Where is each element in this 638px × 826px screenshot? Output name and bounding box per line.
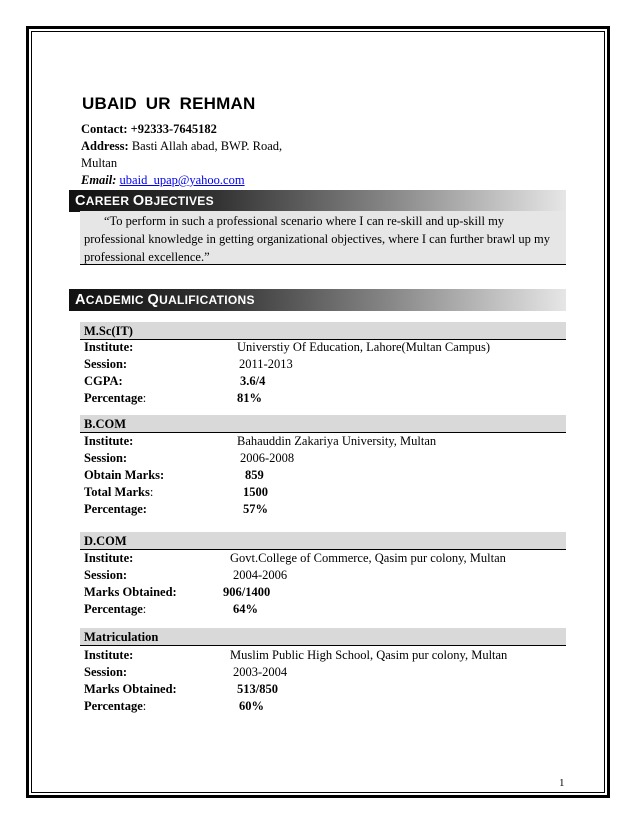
contact-phone: +92333-7645182	[130, 122, 217, 136]
contact-label: Contact:	[81, 122, 128, 136]
qualification-title: B.COM	[80, 415, 566, 433]
candidate-name: UBAID UR REHMAN	[82, 94, 256, 113]
qualification-row: Institute: Universtiy Of Education, Lahore(Multan Campus)	[84, 340, 491, 354]
qualification-row: Percentage: 81%	[84, 391, 262, 405]
career-objectives-text: “To perform in such a professional scenario where I can re-skill and up-skill my professional knowledge in getting organizational objectives, where I can further brawl up my professional excellence.”	[80, 211, 566, 265]
qualification-row: Session: 2006-2008	[84, 451, 295, 465]
qualification-title: D.COM	[80, 532, 566, 550]
qualification-row: Session: 2011-2013	[84, 357, 293, 371]
qualification-title: M.Sc(IT)	[80, 322, 566, 340]
academic-qualifications-heading: ACADEMIC QUALIFICATIONS	[69, 289, 566, 311]
qualification-row: Marks Obtained: 906/1400	[84, 585, 271, 599]
address-label: Address:	[81, 139, 129, 153]
qualification-row: Institute: Muslim Public High School, Qasim pur colony, Multan	[84, 648, 508, 662]
qualification-row: Institute: Bahauddin Zakariya University, Multan	[84, 434, 437, 448]
qualification-row: Total Marks: 1500	[84, 485, 268, 499]
qualification-row: Session: 2003-2004	[84, 665, 288, 679]
page-number: 1	[559, 777, 565, 789]
career-objectives-heading: CAREER OBJECTIVES	[69, 190, 566, 212]
qualification-row: CGPA: 3.6/4	[84, 374, 266, 388]
email-label: Email:	[81, 173, 117, 187]
qualification-row: Percentage: 64%	[84, 602, 258, 616]
qualification-row: Percentage: 60%	[84, 699, 264, 713]
qualification-row: Obtain Marks: 859	[84, 468, 264, 482]
address-line	[81, 138, 311, 172]
qualification-title: Matriculation	[80, 628, 566, 646]
contact-block	[81, 121, 311, 189]
contact-line	[81, 121, 311, 138]
email-link[interactable]: ubaid_upap@yahoo.com	[119, 173, 245, 187]
address-value: Basti Allah abad, BWP. Road, Multan	[81, 139, 283, 170]
qualification-row: Marks Obtained: 513/850	[84, 682, 278, 696]
qualification-row: Percentage: 57%	[84, 502, 268, 516]
qualification-row: Institute: Govt.College of Commerce, Qasim pur colony, Multan	[84, 551, 506, 565]
qualification-row: Session: 2004-2006	[84, 568, 288, 582]
email-line	[81, 172, 311, 189]
